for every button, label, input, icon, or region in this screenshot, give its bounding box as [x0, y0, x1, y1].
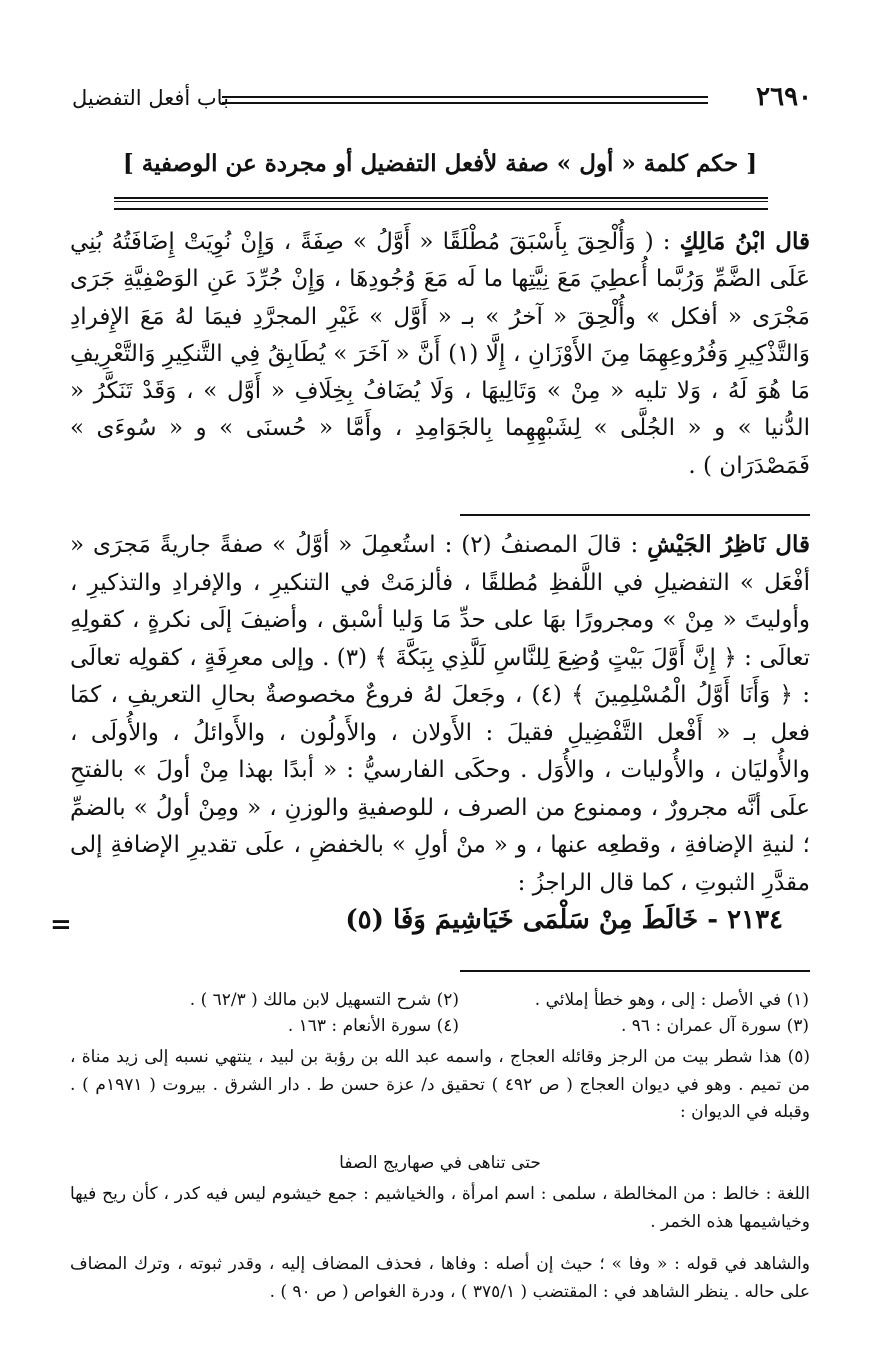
footnote-divider	[460, 970, 810, 972]
ibn-malik-paragraph	[70, 223, 810, 485]
footnote-5: (٥) هذا شطر بيت من الرجز وقائله العجاج ، واسمه عبد الله بن رؤبة بن لبيد ، ينتهي نسبه إلى زيد مناة ، من تميم . وهو في ديوان العجاج ( ص ٤٩٢ ) تحقيق د/ عزة حسن ط . دار الشرق . بيروت ( ١٩٧١م ) . وقبله في الديوان :	[70, 1047, 810, 1123]
footnote-1: (١) في الأصل : إلى ، وهو خطأ إملائي .	[534, 990, 809, 1010]
paragraph-lead: قال ابْنُ مَالِكٍ	[679, 228, 810, 255]
footnote-3: (٣) سورة آل عمران : ٩٦ .	[620, 1016, 809, 1036]
paragraph-text: : قالَ المصنفُ (٢) : استُعمِلَ « أوَّلُ » صفةً جاريةً مَجرَى « أفْعَل » التفضيلِ في اللَّفظِ مُطلقًا ، فألزمَتْ في التنكيرِ ، والإفرادِ والتذكيرِ ، وأوليتَ « مِنْ » ومجرورًا بهَا على حدِّ مَا وَليا أسْبق ، وأضيفَ إلَى نكرةٍ ، كقولِهِ تعالَى : ﴿ إِنَّ أَوَّلَ بَيْتٍ وُضِعَ لِلنَّاسِ لَلَّذِي بِبَكَّةَ ﴾ (٣) . وإلى معرِفَةٍ ، كقولِه تعالَى : ﴿ وَأَنَا أَوَّلُ الْمُسْلِمِينَ ﴾ (٤) ، وجَعلَ لهُ فروعٌ مخصوصةٌ بحالِ التعريفِ ، كمَا فعل بـ « أَفْعل التَّفْضِيلِ فقيلَ : الأَولان ، والأَولُون ، والأَوائلُ ، والأُولَى ، والأُوليَان ، والأُوليات ، والأُوَل . وحكَى الفارسيُّ : « أبدًا بهذا مِنْ أولَ » بالفتحِ علَى أنَّه مجرورٌ ، وممنوع من الصرف ، للوصفيةِ والوزنِ ، « ومِنْ أولُ » بالضمِّ ؛ لنيةِ الإضافةِ ، وقطعِه عنها ، و « منْ أولِ » بالخفضِ ، علَى تقديرِ الإضافةِ إلى مقدَّرِ الثبوتِ ، كما قال الراجزُ :	[70, 532, 810, 896]
page-header	[72, 82, 812, 118]
paragraph-lead: قال نَاظِرُ الجَيْشِ	[647, 531, 810, 558]
nazir-al-jaysh-paragraph	[70, 526, 810, 902]
footnote-5-evidence: والشاهد في قوله : « وفا » ؛ حيث إن أصله : وفاها ، فحذف المضاف إليه ، وقدر ثبوته ، وترك المضاف على حاله . ينظر الشاهد في : المقتضب ( ٣٧٥/١ ) ، ودرة الغواص ( ص ٩٠ ) .	[70, 1254, 810, 1302]
footnote-4: (٤) سورة الأنعام : ١٦٣ .	[287, 1016, 459, 1036]
section-heading-rule	[114, 197, 768, 210]
paragraph-text: : ( وَأُلْحِقَ بِأَسْبَقَ مُطْلَقًا « أَوَّلُ » صِفَةً ، وَإِنْ نُوِيَتْ إِضَافَتُهُ بُنِي عَلَى الضَّمِّ وَرُبَّما أُعطِيَ مَعَ نِيَّتِها ما لَه مَعَ وُجُودِهَا ، وَإِنْ جُرِّدَ عَنِ الوَصْفِيَّةِ جَرَى مَجْرَى « أفكل » وأُلْحِقَ « آخرُ » بـ « أَوَّل » غَيْرِ المجرَّدِ فيمَا لهُ مَعَ الإِفرادِ وَالتَّذْكِيرِ وَفُرُوعِهِمَا مِنَ الأَوْزَانِ ، إِلَّا (١) أَنَّ « آخَرَ » يُطَابِقُ فِي التَّنكِيرِ وَالتَّعْرِيفِ مَا هُوَ لَهُ ، وَلا تليه « مِنْ » وَتَالِيهَا ، وَلَا يُضَافُ بِخِلَافِ « أَوَّل » ، وَقَدْ تَنَكَّرُ « الدُّنيا » و « الجُلَّى » لِشَبْهِهِما بِالجَوَامِدِ ، وأَمَّا « حُسنَى » و « سُوءَى » فَمَصْدَرَان ) .	[70, 229, 810, 479]
paragraph-divider	[460, 514, 810, 516]
chapter-title: باب أفعل التفضيل	[72, 86, 229, 110]
poetry-verse: ٢١٣٤ - خَالَطَ مِنْ سَلْمَى خَيَاشِيمَ وَفَا (٥)	[345, 905, 783, 935]
continuation-mark: =	[50, 910, 72, 940]
footnote-5-vocabulary: اللغة : خالط : من المخالطة ، سلمى : اسم امرأة ، والخياشيم : جمع خيشوم ليس فيه كدر ، كأن ريح فيها وخياشيمها هذه الخمر .	[70, 1184, 810, 1232]
header-rule	[222, 96, 708, 104]
footnote-2: (٢) شرح التسهيل لابن مالك ( ٦٢/٣ ) .	[189, 990, 459, 1010]
section-heading: [ حكم كلمة « أول » صفة لأفعل التفضيل أو مجردة عن الوصفية ]	[122, 150, 758, 177]
page-number: ٢٦٩٠	[756, 82, 812, 112]
footnote-5-verse: حتى تناهى في صهاريج الصفا	[339, 1153, 541, 1173]
